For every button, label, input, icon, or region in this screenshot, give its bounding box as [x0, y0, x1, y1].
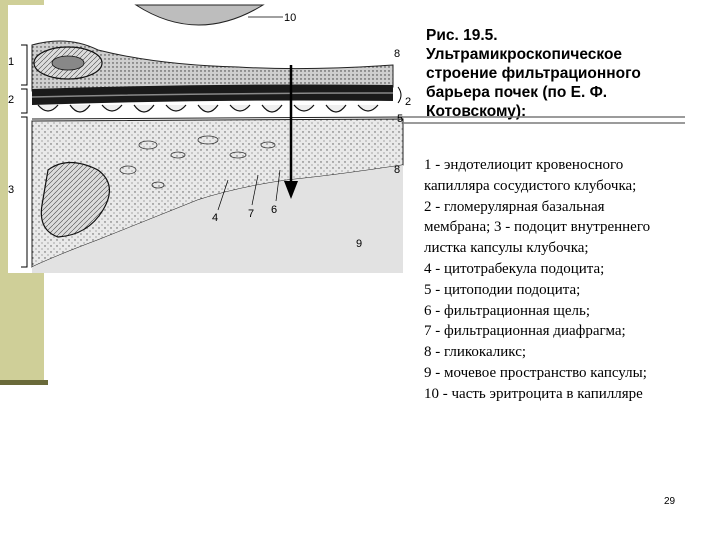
histology-figure [8, 5, 410, 273]
label-1: 1 [8, 56, 15, 68]
legend-line: 2 - гломерулярная базальная [424, 198, 605, 215]
side-accent-line [0, 380, 48, 385]
legend-line: капилляра сосудистого клубочка; [424, 177, 637, 194]
legend-line: 6 - фильтрационная щель; [424, 302, 591, 319]
legend-line: 9 - мочевое пространство капсулы; [424, 364, 647, 381]
title-line: Котовскому): [426, 103, 527, 120]
label-8: 8 [394, 164, 401, 176]
title-line: Ультрамикроскопическое [426, 46, 623, 63]
legend-line: листка капсулы клубочка; [424, 240, 589, 257]
title-line: Рис. 19.5. [426, 27, 498, 44]
title-line: барьера почек (по Е. Ф. [426, 84, 608, 101]
figure-legend [424, 155, 714, 405]
label-4: 4 [212, 212, 219, 224]
title-line: строение фильтрационного [426, 65, 641, 82]
label-9: 9 [356, 238, 363, 250]
label-7: 7 [248, 208, 255, 220]
legend-line: 5 - цитоподии подоцита; [424, 281, 581, 298]
label-8-top: 8 [394, 48, 401, 60]
page-number: 29 [664, 496, 676, 507]
legend-line: 10 - часть эритроцита в капилляре [424, 385, 643, 402]
label-10: 10 [284, 12, 297, 24]
title-rule [403, 115, 685, 126]
legend-line: 4 - цитотрабекула подоцита; [424, 260, 605, 277]
label-2-right: 2 [405, 96, 412, 108]
label-5: 5 [397, 113, 404, 125]
legend-line: 7 - фильтрационная диафрагма; [424, 323, 626, 340]
legend-line: мембрана; 3 - подоцит внутреннего [424, 219, 651, 236]
legend-line: 8 - гликокаликс; [424, 344, 527, 361]
legend-line: 1 - эндотелиоцит кровеносного [424, 157, 624, 173]
figure-caption-title [426, 26, 716, 121]
label-6: 6 [271, 204, 278, 216]
label-3: 3 [8, 184, 15, 196]
label-2: 2 [8, 94, 15, 106]
